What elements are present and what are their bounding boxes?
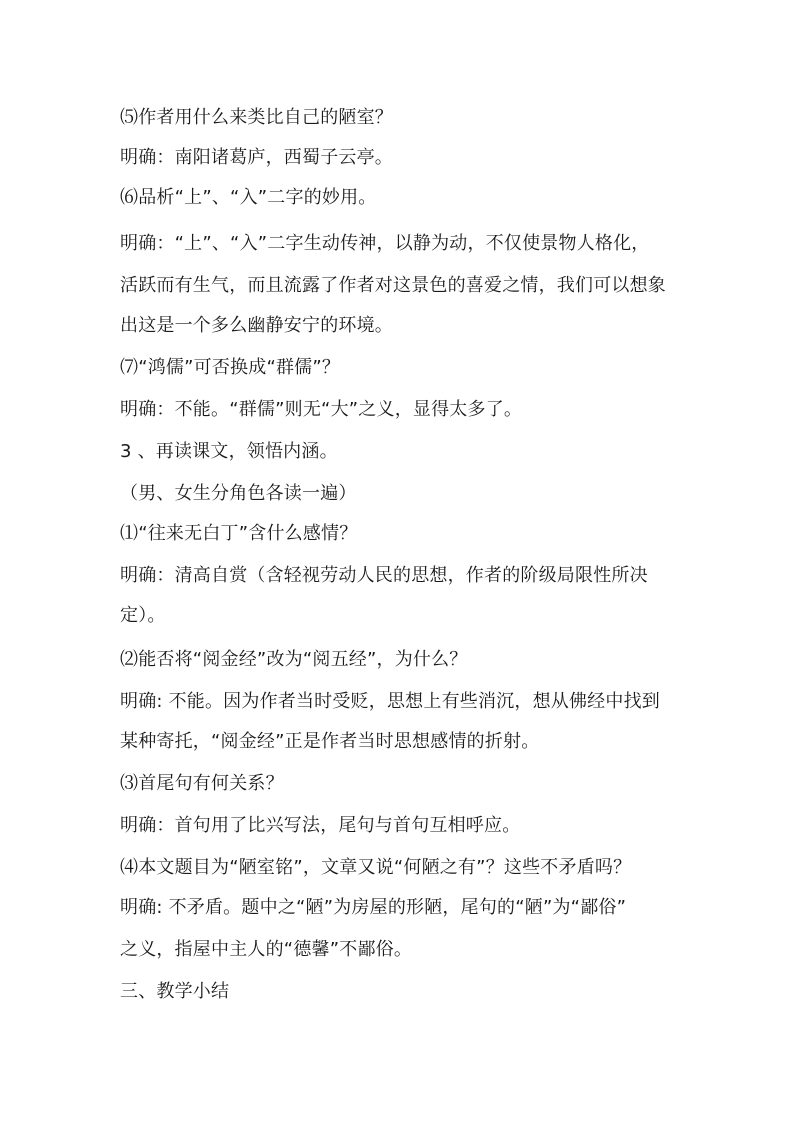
- section-3-heading: 3 、再读课文，领悟内涵。: [120, 441, 338, 462]
- question-4: ⑷本文题目为“陋室铭”，文章又说“何陋之有”？这些不矛盾吗？: [120, 857, 632, 878]
- answer-1-line-2: 定）。: [120, 605, 166, 626]
- answer-2-line-1: 明确: 不能。因为作者当时受贬，思想上有些消沉，想从佛经中找到: [120, 691, 660, 712]
- teaching-summary-heading: 三、教学小结: [120, 981, 230, 1002]
- question-7: ⑺“鸿儒”可否换成“群儒”？: [120, 357, 341, 378]
- answer-6-line-2: 活跃而有生气，而且流露了作者对这景色的喜爱之情，我们可以想象: [120, 275, 666, 296]
- question-1: ⑴“往来无白丁”含什么感情？: [120, 523, 358, 544]
- question-2: ⑵能否将“阅金经”改为“阅五经”，为什么？: [120, 649, 468, 670]
- answer-1-line-1: 明确：清高自赏（含轻视劳动人民的思想，作者的阶级局限性所决: [120, 565, 648, 586]
- answer-7: 明确：不能。“群儒”则无“大”之义，显得太多了。: [120, 399, 523, 420]
- answer-3: 明确：首句用了比兴写法，尾句与首句互相呼应。: [120, 815, 521, 836]
- question-3: ⑶首尾句有何关系？: [120, 773, 284, 794]
- answer-4-line-2: 之义，指屋中主人的“德馨”不鄙俗。: [120, 939, 413, 960]
- answer-2-line-2: 某种寄托，“阅金经”正是作者当时思想感情的折射。: [120, 731, 540, 752]
- answer-6-line-3: 出这是一个多么幽静安宁的环境。: [120, 315, 393, 336]
- question-5: ⑸作者用什么来类比自己的陋室？: [120, 107, 393, 128]
- answer-6-line-1: 明确：“上”、“入”二字生动传神，以静为动，不仅使景物人格化，: [120, 233, 650, 254]
- answer-4-line-1: 明确: 不矛盾。题中之“陋”为房屋的形陋，尾句的“陋”为“鄙俗”: [120, 897, 627, 918]
- reading-instruction: （男、女生分角色各读一遍）: [120, 483, 357, 504]
- question-6: ⑹品析“上”、“入”二字的妙用。: [120, 187, 377, 208]
- answer-5: 明确：南阳诸葛庐，西蜀子云亭。: [120, 147, 393, 168]
